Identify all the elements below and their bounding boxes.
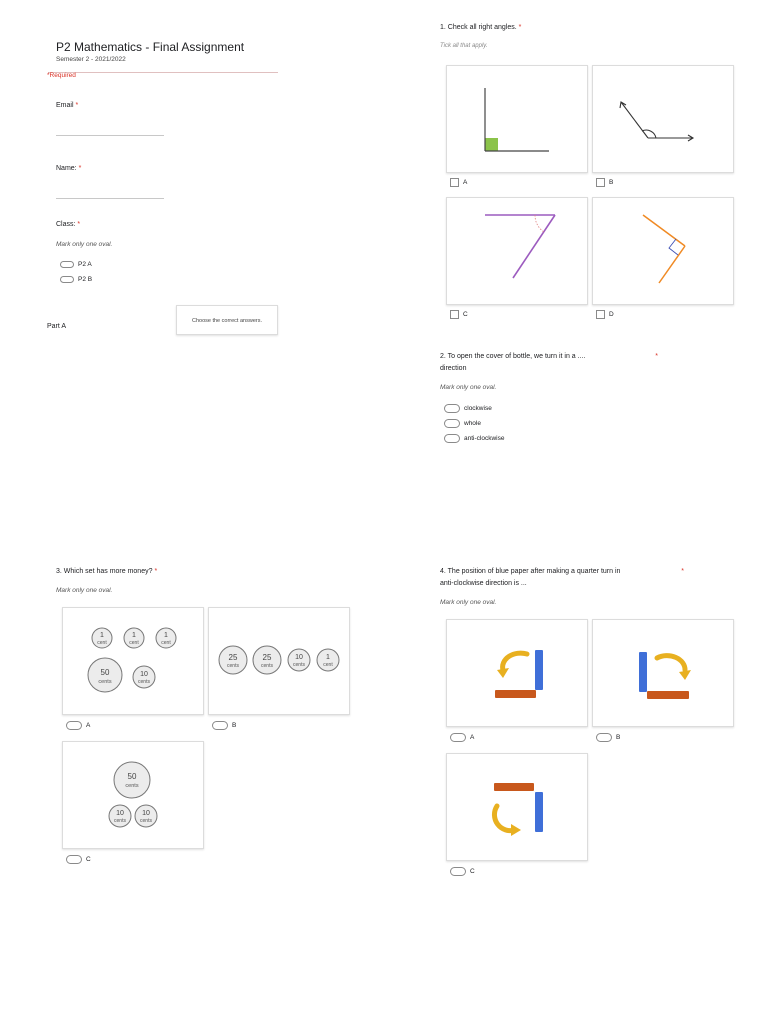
orange-paper — [494, 783, 534, 791]
svg-text:1: 1 — [132, 632, 136, 639]
svg-text:cents: cents — [114, 818, 126, 824]
option-label: C — [86, 856, 91, 863]
name-label: Name: — [56, 165, 77, 172]
q1-question — [440, 22, 521, 34]
q1-image-d — [592, 197, 734, 305]
coin — [317, 649, 339, 671]
coin — [288, 649, 310, 671]
turn-arrow — [657, 656, 685, 670]
class-option-p2a[interactable] — [60, 261, 92, 268]
turn-arrow — [503, 653, 527, 670]
radio-oval[interactable] — [450, 867, 466, 876]
required-star: * — [655, 353, 658, 360]
coin-set-a — [63, 608, 203, 714]
radio-oval[interactable] — [450, 733, 466, 742]
coin — [109, 805, 131, 827]
option-label: P2 B — [78, 276, 93, 283]
q1-option-c[interactable] — [450, 310, 468, 319]
option-label: A — [86, 722, 91, 729]
angle-arm — [621, 102, 648, 138]
coin — [114, 762, 150, 798]
option-label: D — [609, 311, 614, 318]
blue-paper — [535, 650, 543, 690]
orange-paper — [495, 690, 536, 698]
required-note: *Required — [47, 72, 76, 79]
required-star: * — [77, 221, 81, 228]
name-question — [56, 163, 81, 175]
radio-oval[interactable] — [444, 404, 460, 413]
angle-arm — [643, 215, 685, 246]
option-label: A — [470, 734, 475, 741]
coin — [92, 628, 112, 648]
class-question — [56, 219, 80, 231]
turn-arrowhead — [511, 824, 521, 836]
svg-text:cents: cents — [293, 662, 305, 668]
q3-image-a — [62, 607, 204, 715]
header-divider — [48, 72, 278, 73]
option-label: C — [470, 868, 475, 875]
right-angle-marker — [485, 138, 498, 151]
radio-oval[interactable] — [60, 261, 74, 268]
coin — [88, 658, 122, 692]
svg-text:cent: cent — [97, 640, 107, 646]
class-hint: Mark only one oval. — [56, 241, 113, 248]
q3-text: 3. Which set has more money? — [56, 568, 153, 575]
angle-arm — [659, 246, 685, 283]
q1-image-c — [446, 197, 588, 305]
q4-option-a[interactable] — [450, 733, 474, 742]
turn-arrowhead — [497, 668, 509, 678]
form-subtitle: Semester 2 - 2021/2022 — [56, 56, 126, 63]
radio-oval[interactable] — [596, 733, 612, 742]
option-label: P2 A — [78, 261, 92, 268]
coin — [135, 805, 157, 827]
svg-text:1: 1 — [326, 654, 330, 661]
option-label: B — [609, 179, 614, 186]
q2-hint: Mark only one oval. — [440, 384, 497, 391]
radio-oval[interactable] — [66, 721, 82, 730]
q2-text-line1: 2. To open the cover of bottle, we turn it in a .... — [440, 353, 586, 360]
q3-option-a[interactable] — [66, 721, 90, 730]
coin — [133, 666, 155, 688]
option-label: B — [232, 722, 237, 729]
q4-hint: Mark only one oval. — [440, 599, 497, 606]
q1-option-b[interactable] — [596, 178, 613, 187]
blue-paper — [535, 792, 543, 832]
q3-question — [56, 566, 157, 578]
svg-text:cents: cents — [138, 679, 150, 685]
q4-option-c[interactable] — [450, 867, 475, 876]
svg-text:cent: cent — [161, 640, 171, 646]
required-star: * — [154, 568, 158, 575]
svg-text:10: 10 — [116, 810, 124, 817]
q3-image-b — [208, 607, 350, 715]
coin-set-b — [209, 608, 349, 714]
email-field[interactable] — [56, 135, 164, 136]
q1-option-d[interactable] — [596, 310, 614, 319]
q4-image-c — [446, 753, 588, 861]
q4-question — [440, 566, 690, 590]
class-option-p2b[interactable] — [60, 276, 92, 283]
required-star: * — [681, 568, 684, 575]
form-title: P2 Mathematics - Final Assignment — [56, 40, 245, 54]
required-star: * — [518, 24, 522, 31]
coin — [124, 628, 144, 648]
q3-hint: Mark only one oval. — [56, 587, 113, 594]
section-description: Choose the correct answers. — [176, 305, 278, 335]
q2-option-clockwise[interactable] — [444, 404, 492, 413]
q2-question — [440, 351, 690, 375]
required-star: * — [78, 165, 82, 172]
svg-text:50: 50 — [127, 772, 137, 781]
q1-image-a — [446, 65, 588, 173]
option-label: A — [463, 179, 468, 186]
svg-text:10: 10 — [142, 810, 150, 817]
svg-text:10: 10 — [295, 654, 303, 661]
q1-text: 1. Check all right angles. — [440, 24, 517, 31]
coin — [219, 646, 247, 674]
option-label: clockwise — [464, 405, 492, 412]
option-label: anti-clockwise — [464, 435, 505, 442]
svg-text:1: 1 — [164, 632, 168, 639]
svg-text:cents: cents — [140, 818, 152, 824]
radio-oval[interactable] — [444, 434, 460, 443]
q1-image-b — [592, 65, 734, 173]
q2-option-whole[interactable] — [444, 419, 481, 428]
svg-text:cent: cent — [129, 640, 139, 646]
option-label: whole — [464, 420, 481, 427]
radio-oval[interactable] — [60, 276, 74, 283]
svg-text:25: 25 — [262, 653, 272, 662]
q4-text-line1: 4. The position of blue paper after making a quarter turn in — [440, 568, 621, 575]
name-field[interactable] — [56, 198, 164, 199]
option-label: C — [463, 311, 468, 318]
radio-oval[interactable] — [444, 419, 460, 428]
svg-text:cent: cent — [323, 662, 333, 668]
checkbox[interactable] — [596, 178, 605, 187]
svg-text:50: 50 — [100, 668, 110, 677]
q4-image-a — [446, 619, 588, 727]
svg-text:10: 10 — [140, 671, 148, 678]
angle-arc — [535, 215, 544, 232]
svg-text:25: 25 — [228, 653, 238, 662]
checkbox[interactable] — [450, 310, 459, 319]
svg-text:cents: cents — [125, 783, 139, 789]
radio-oval[interactable] — [66, 855, 82, 864]
required-star: * — [75, 102, 79, 109]
coin — [156, 628, 176, 648]
q4-text-line2: anti-clockwise direction is ... — [440, 580, 527, 587]
angle-arc — [642, 130, 656, 138]
svg-text:1: 1 — [100, 632, 104, 639]
turn-arrowhead — [679, 670, 691, 680]
blue-paper — [639, 652, 647, 692]
checkbox[interactable] — [596, 310, 605, 319]
q2-text-line2: direction — [440, 365, 467, 372]
q4-option-b[interactable] — [596, 733, 620, 742]
right-angle-marker — [669, 239, 678, 255]
checkbox[interactable] — [450, 178, 459, 187]
class-label: Class: — [56, 221, 76, 228]
coin-set-c — [63, 742, 203, 848]
q2-option-anticlockwise[interactable] — [444, 434, 504, 443]
svg-text:cents: cents — [98, 679, 112, 685]
email-label: Email — [56, 102, 74, 109]
section-title: Part A — [47, 323, 67, 330]
q1-option-a[interactable] — [450, 178, 467, 187]
radio-oval[interactable] — [212, 721, 228, 730]
email-question — [56, 100, 78, 112]
q1-hint: Tick all that apply. — [440, 43, 488, 49]
option-label: B — [616, 734, 621, 741]
svg-text:cents: cents — [261, 663, 273, 669]
q3-option-c[interactable] — [66, 855, 91, 864]
svg-text:cents: cents — [227, 663, 239, 669]
q3-option-b[interactable] — [212, 721, 236, 730]
angle-arm — [513, 215, 555, 278]
orange-paper — [647, 691, 689, 699]
q3-image-c — [62, 741, 204, 849]
q4-image-b — [592, 619, 734, 727]
coin — [253, 646, 281, 674]
